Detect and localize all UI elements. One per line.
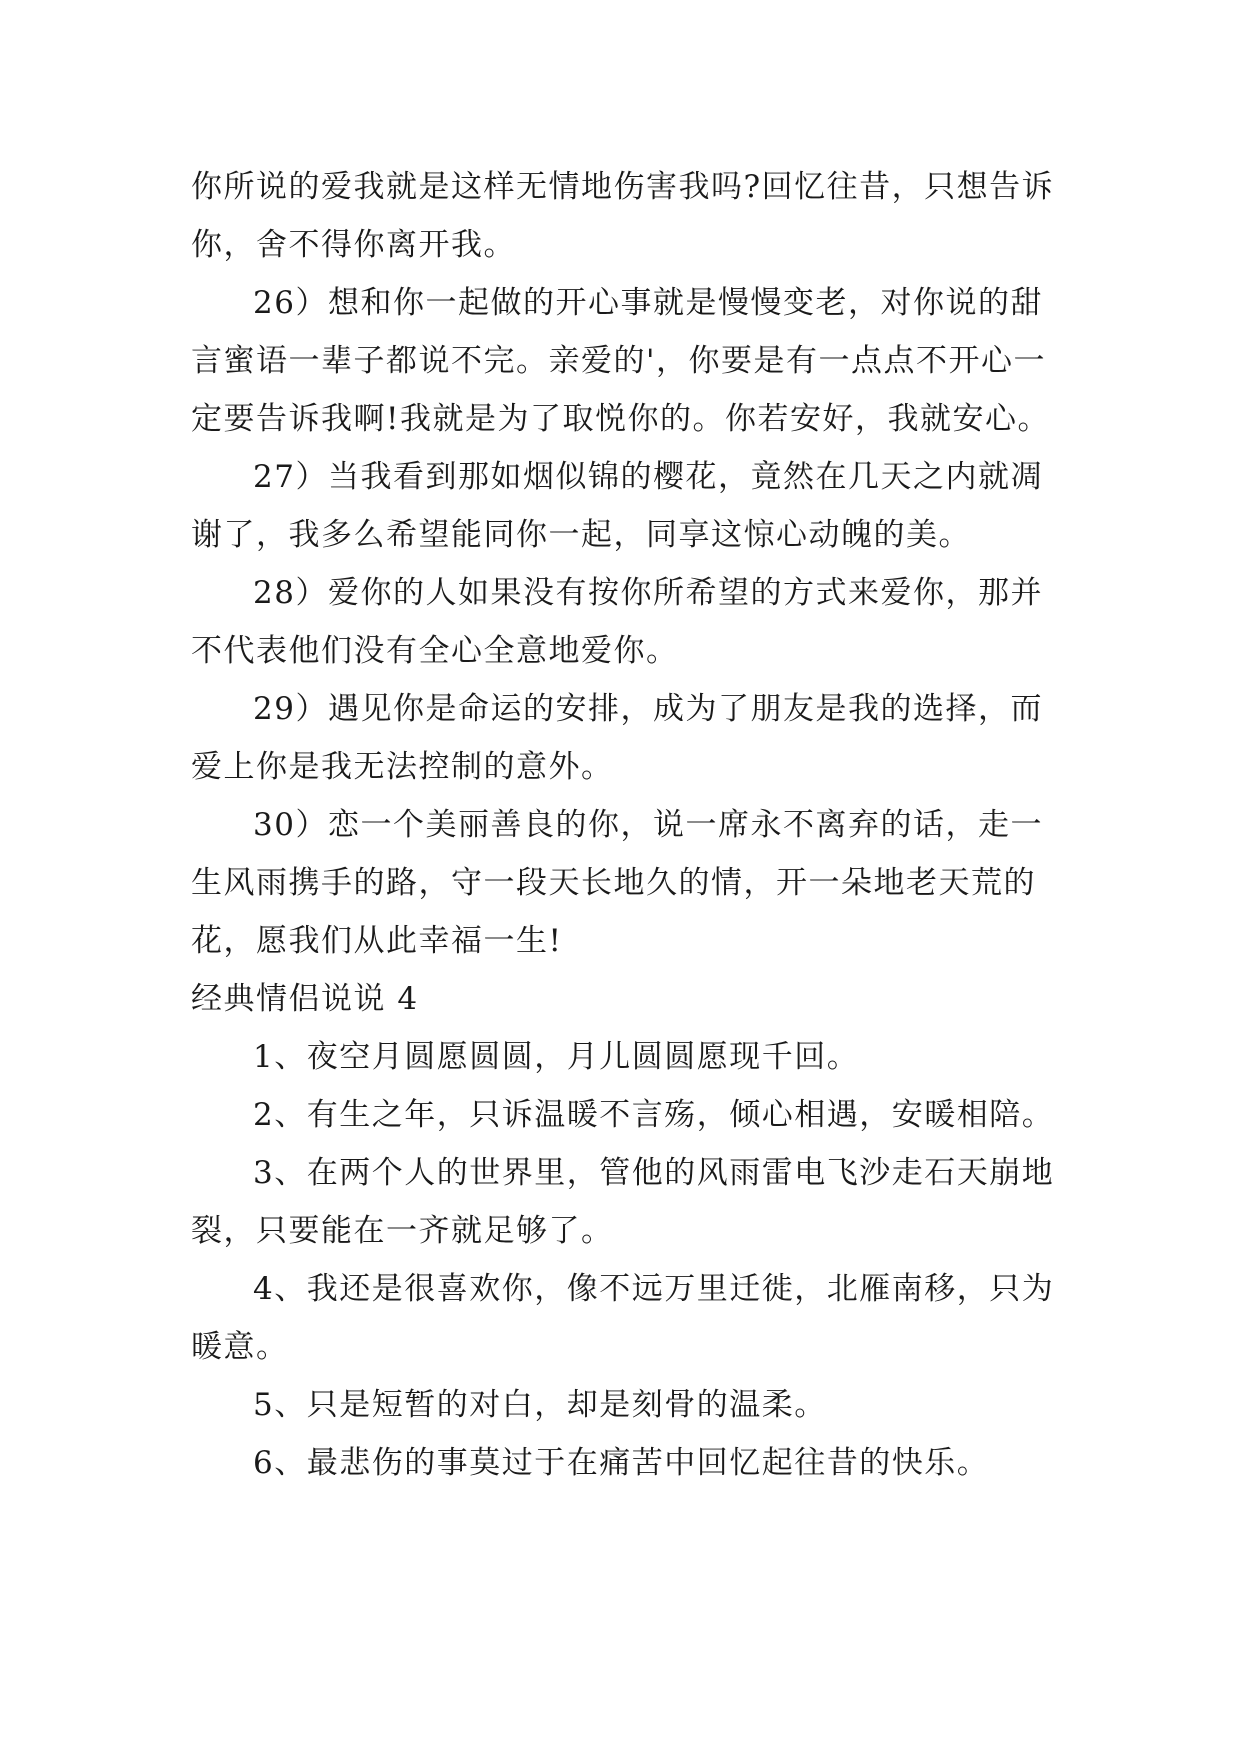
paragraph-29: 29）遇见你是命运的安排，成为了朋友是我的选择，而爱上你是我无法控制的意外。 — [191, 691, 1043, 785]
document-body — [191, 158, 1071, 1492]
paragraph-continuation: 你所说的爱我就是这样无情地伤害我吗?回忆往昔，只想告诉你，舍不得你离开我。 — [191, 169, 1055, 263]
paragraph-27: 27）当我看到那如烟似锦的樱花，竟然在几天之内就凋谢了，我多么希望能同你一起，同享这惊心动魄的美。 — [191, 459, 1043, 553]
list-item-4: 4、我还是很喜欢你，像不远万里迁徙，北雁南移，只为暖意。 — [191, 1271, 1055, 1365]
list-item-3: 3、在两个人的世界里，管他的风雨雷电飞沙走石天崩地裂，只要能在一齐就足够了。 — [191, 1155, 1055, 1249]
list-item-2: 2、有生之年，只诉温暖不言殇，倾心相遇，安暖相陪。 — [253, 1097, 1055, 1133]
list-item-6: 6、最悲伤的事莫过于在痛苦中回忆起往昔的快乐。 — [253, 1445, 990, 1481]
list-item-1: 1、夜空月圆愿圆圆，月儿圆圆愿现千回。 — [253, 1039, 860, 1075]
paragraph-30: 30）恋一个美丽善良的你，说一席永不离弃的话，走一生风雨携手的路，守一段天长地久的情，开一朵地老天荒的花，愿我们从此幸福一生! — [191, 807, 1043, 959]
section-heading: 经典情侣说说 4 — [191, 981, 419, 1017]
paragraph-28: 28）爱你的人如果没有按你所希望的方式来爱你，那并不代表他们没有全心全意地爱你。 — [191, 575, 1043, 669]
list-item-5: 5、只是短暂的对白，却是刻骨的温柔。 — [253, 1387, 827, 1423]
paragraph-26: 26）想和你一起做的开心事就是慢慢变老，对你说的甜言蜜语一辈子都说不完。亲爱的'，你要是有一点点不开心一定要告诉我啊!我就是为了取悦你的。你若安好，我就安心。 — [191, 285, 1050, 437]
